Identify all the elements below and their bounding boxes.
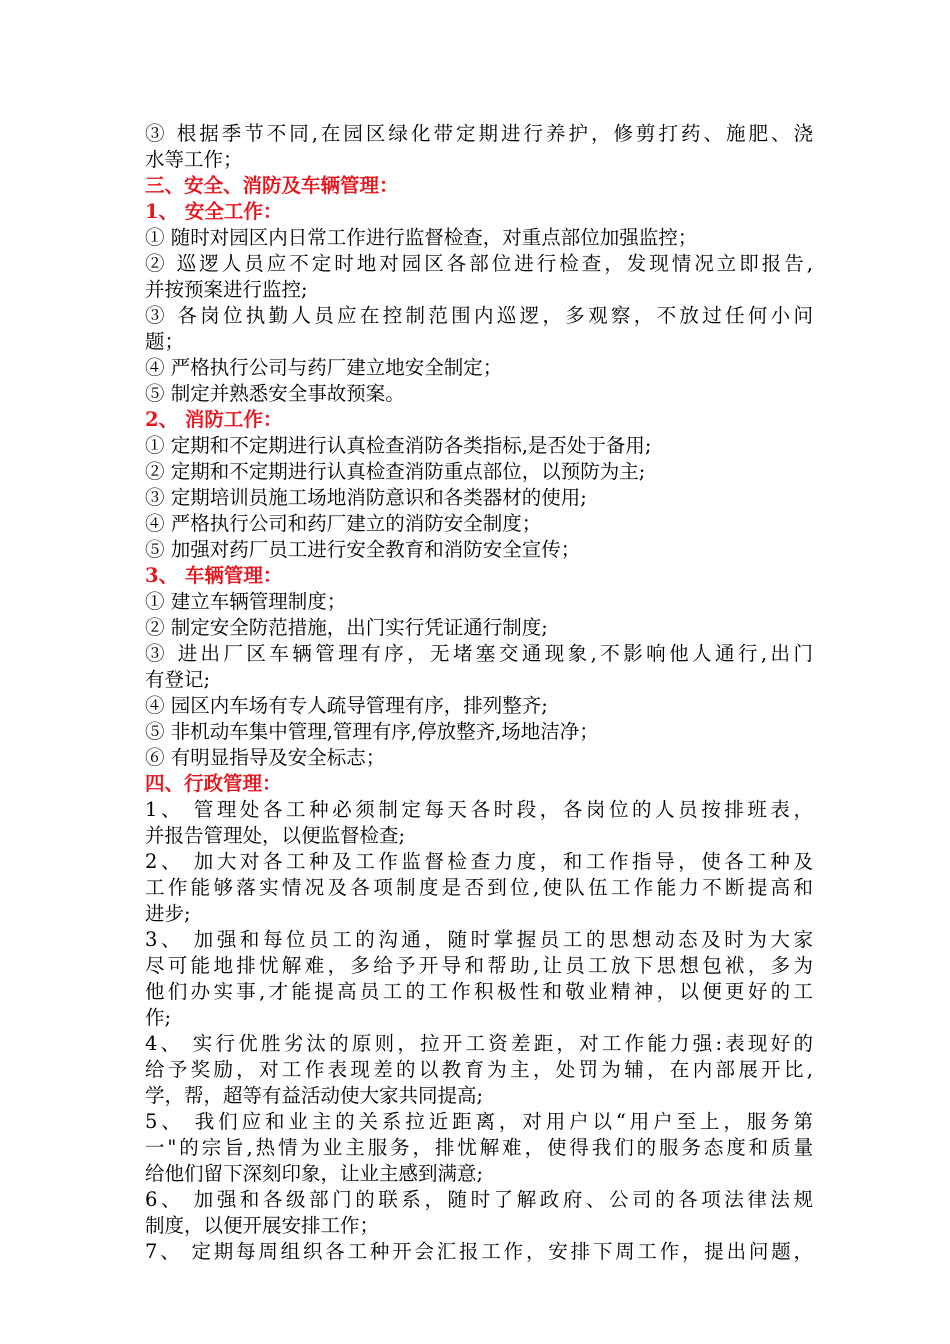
text-line: 并按预案进行监控; <box>145 278 308 301</box>
text-line: 水等工作； <box>145 148 243 171</box>
text-line: ④ 严格执行公司和药厂建立的消防安全制度； <box>145 512 542 535</box>
text-line: ④ 严格执行公司与药厂建立地安全制定； <box>145 356 503 379</box>
text-line: ⑤ 非机动车集中管理,管理有序,停放整齐,场地洁净； <box>145 720 599 743</box>
text-line: ① 随时对园区内日常工作进行监督检查，对重点部位加强监控； <box>145 226 698 249</box>
text-line: 3、 加强和每位员工的沟通，随时掌握员工的思想动态及时为大家 <box>145 928 813 951</box>
text-line: 作; <box>145 1006 172 1029</box>
section-heading: 3、 车辆管理： <box>145 564 283 587</box>
text-line: ③ 定期培训员施工场地消防意识和各类器材的使用; <box>145 486 587 509</box>
section-heading: 2、 消防工作： <box>145 408 283 431</box>
text-line: 他们办实事,才能提高员工的工作积极性和敬业精神，以便更好的工 <box>145 980 813 1003</box>
text-line: 给他们留下深刻印象，让业主感到满意; <box>145 1162 484 1185</box>
text-line: ② 巡逻人员应不定时地对园区各部位进行检查，发现情况立即报告, <box>145 252 813 275</box>
text-line: 2、 加大对各工种及工作监督检查力度，和工作指导，使各工种及 <box>145 850 813 873</box>
text-line: 题； <box>145 330 185 353</box>
text-line: ③ 进出厂区车辆管理有序，无堵塞交通现象,不影响他人通行,出门 <box>145 642 813 665</box>
text-line: ⑤ 制定并熟悉安全事故预案。 <box>145 382 405 405</box>
text-line: 尽可能地排忧解难，多给予开导和帮助,让员工放下思想包袱，多为 <box>145 954 813 977</box>
text-line: 工作能够落实情况及各项制度是否到位,使队伍工作能力不断提高和 <box>145 876 813 899</box>
text-line: 有登记; <box>145 668 211 691</box>
text-line: ① 建立车辆管理制度； <box>145 590 347 613</box>
section-heading: 三、安全、消防及车辆管理： <box>145 174 399 197</box>
text-line: 5、 我们应和业主的关系拉近距离，对用户以“用户至上，服务第 <box>145 1110 813 1133</box>
text-line: 4、 实行优胜劣汰的原则，拉开工资差距，对工作能力强:表现好的 <box>145 1032 813 1055</box>
document-body <box>145 121 813 1265</box>
text-line: 6、 加强和各级部门的联系，随时了解政府、公司的各项法律法规 <box>145 1188 813 1211</box>
text-line: ② 定期和不定期进行认真检查消防重点部位，以预防为主; <box>145 460 646 483</box>
text-line: ① 定期和不定期进行认真检查消防各类指标,是否处于备用; <box>145 434 652 457</box>
text-line: ⑤ 加强对药厂员工进行安全教育和消防安全宣传； <box>145 538 581 561</box>
text-line: ③ 各岗位执勤人员应在控制范围内巡逻，多观察，不放过任何小问 <box>145 304 813 327</box>
text-line: ② 制定安全防范措施，出门实行凭证通行制度; <box>145 616 548 639</box>
text-line: ⑥ 有明显指导及安全标志； <box>145 746 386 769</box>
text-line: 并报告管理处，以便监督检查; <box>145 824 406 847</box>
section-heading: 1、 安全工作： <box>145 200 283 223</box>
text-line: 一"的宗旨,热情为业主服务，排忧解难，使得我们的服务态度和质量 <box>145 1136 813 1159</box>
section-heading: 四、行政管理： <box>145 772 282 795</box>
text-line: 7、 定期每周组织各工种开会汇报工作，安排下周工作，提出问题， <box>145 1240 813 1263</box>
text-line: 进步; <box>145 902 191 925</box>
text-line: ③ 根据季节不同,在园区绿化带定期进行养护，修剪打药、施肥、浇 <box>145 122 813 145</box>
text-line: 制度，以便开展安排工作； <box>145 1214 380 1237</box>
text-line: 1、 管理处各工种必须制定每天各时段，各岗位的人员按排班表， <box>145 798 813 821</box>
text-line: 给予奖励，对工作表现差的以教育为主，处罚为辅，在内部展开比, <box>145 1058 813 1081</box>
text-line: 学，帮，超等有益活动使大家共同提高; <box>145 1084 484 1107</box>
text-line: ④ 园区内车场有专人疏导管理有序，排列整齐; <box>145 694 548 717</box>
